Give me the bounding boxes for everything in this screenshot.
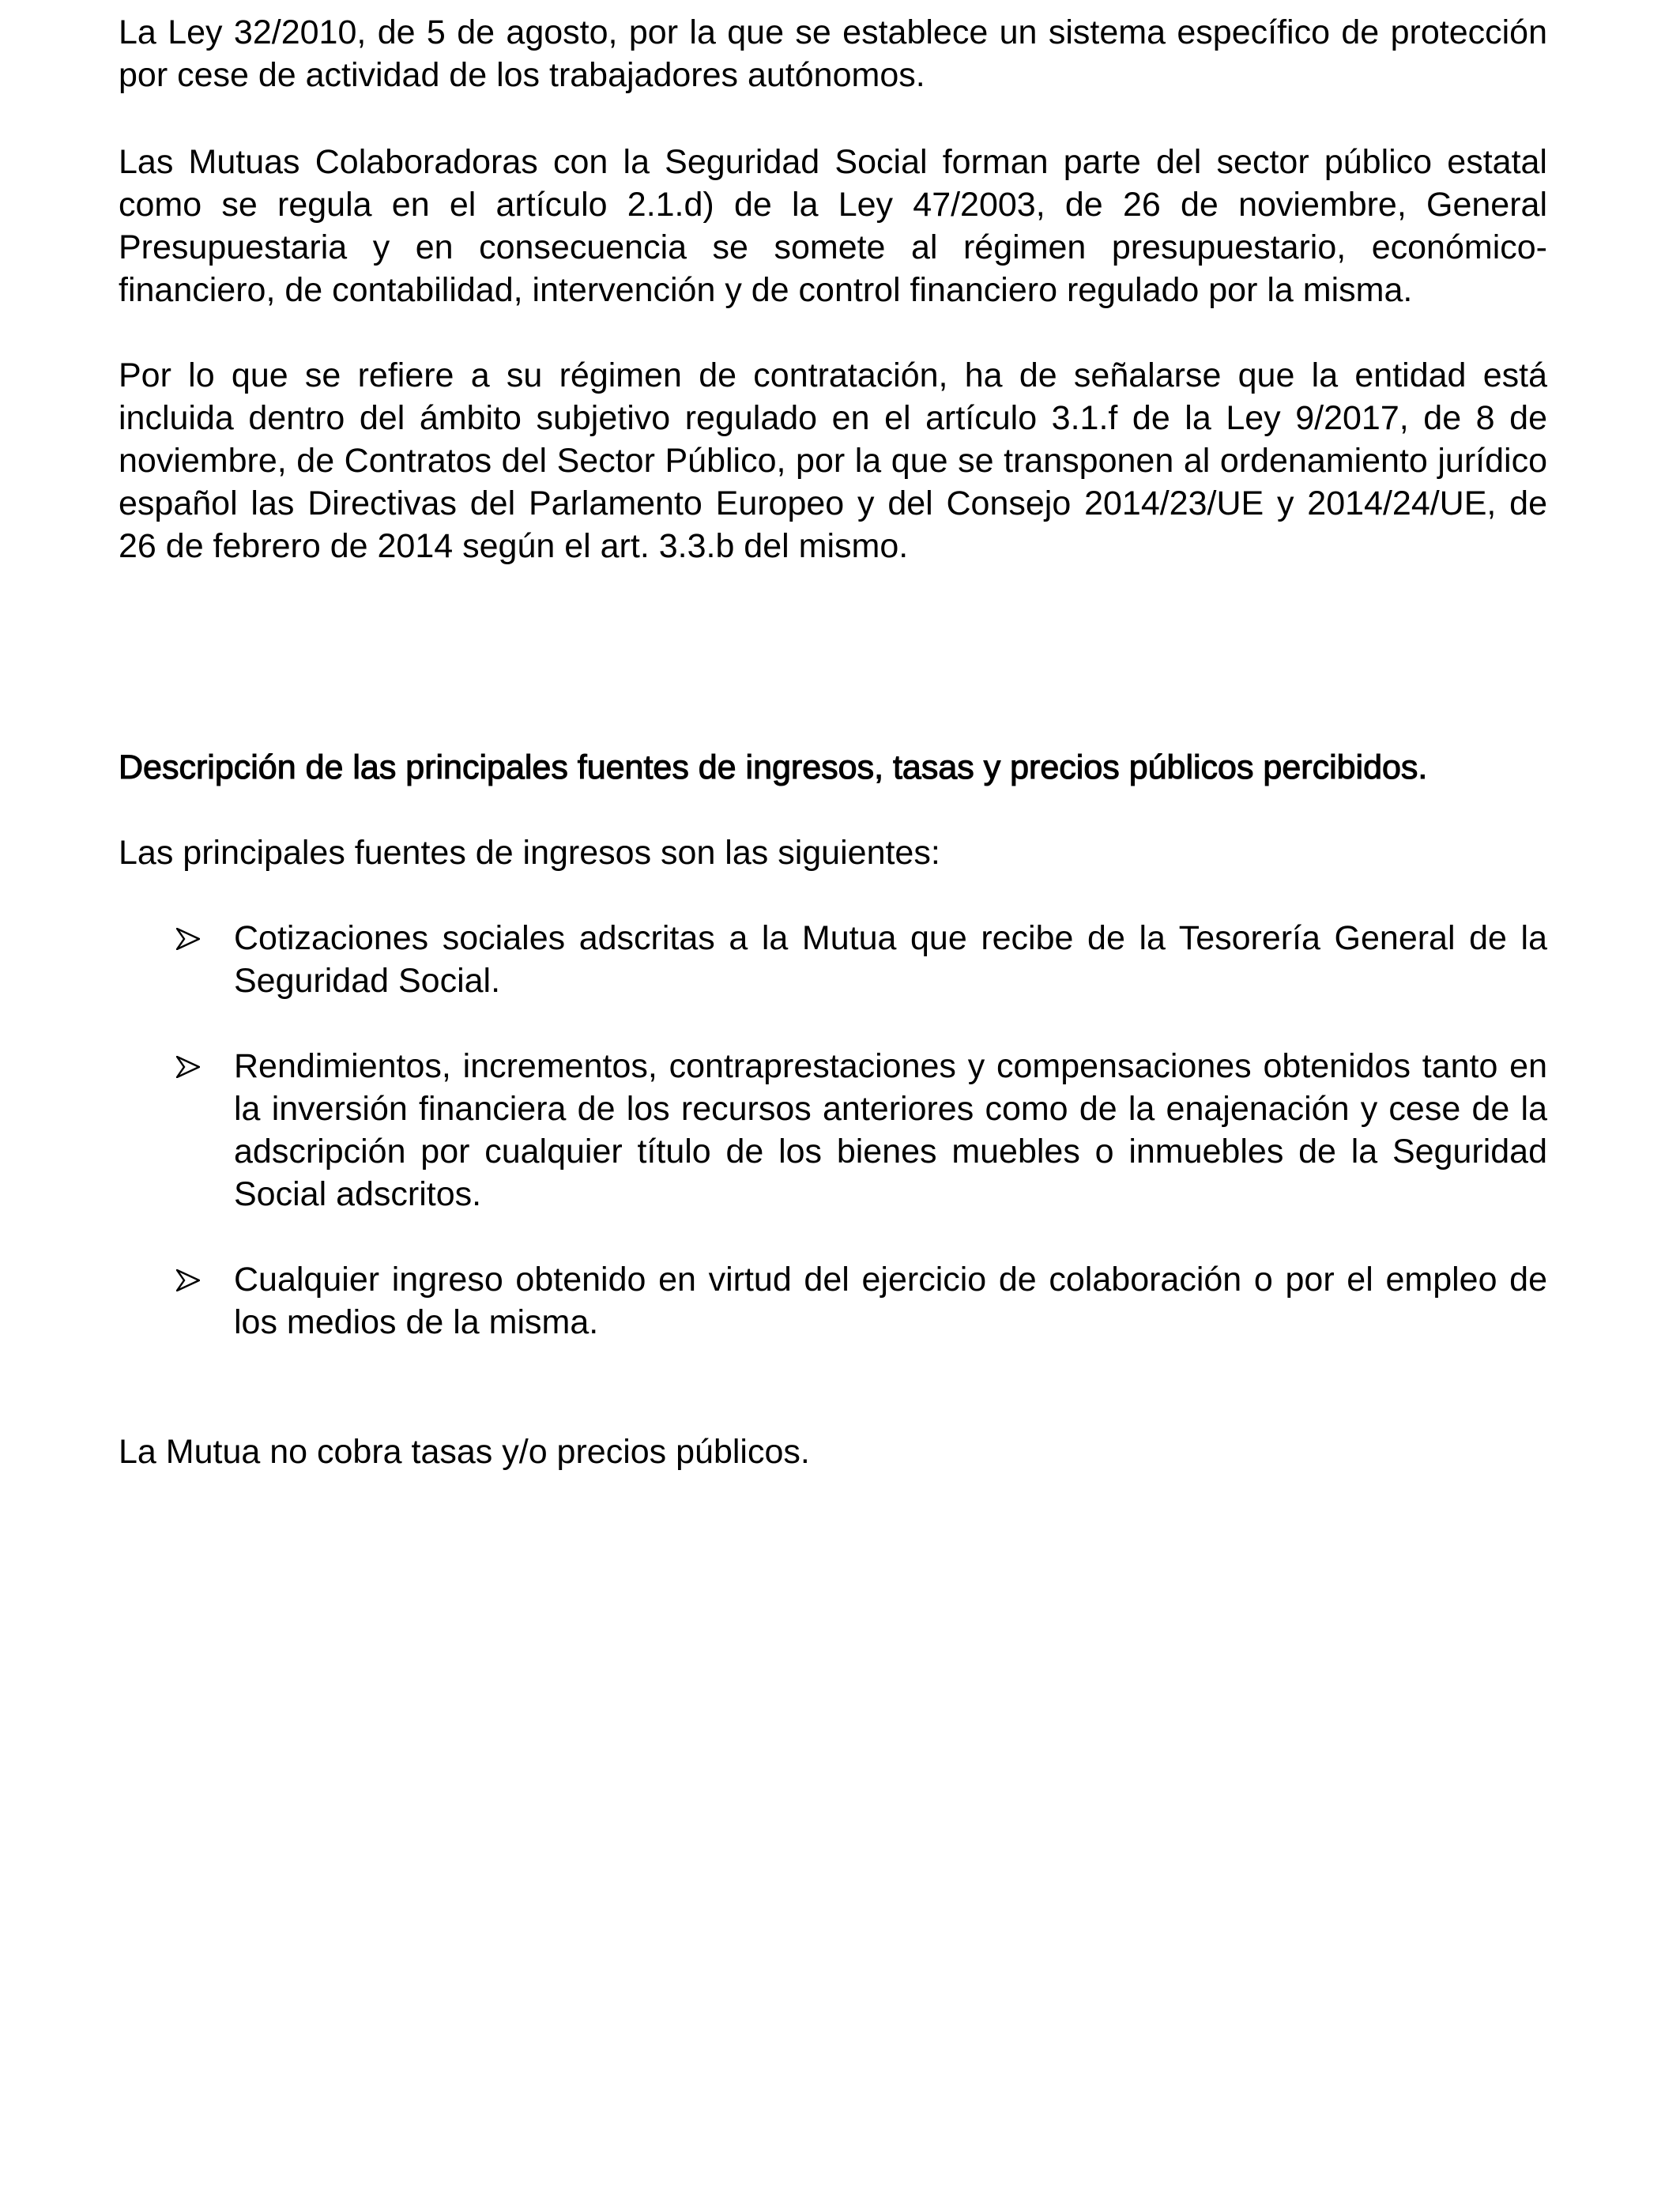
income-sources-list: [119, 917, 1547, 1344]
arrowhead-bullet-icon: [176, 928, 200, 950]
list-item-text: Cualquier ingreso obtenido en virtud del ejercicio de colaboración o por el empleo de los medios de la misma.: [234, 1261, 1547, 1341]
paragraph-mutuas-sector-publico: Las Mutuas Colaboradoras con la Seguridad Social forman parte del sector público estatal como se regula en el artículo 2.1.d) de la Ley 47/2003, de 26 de noviembre, General Presupuestaria y en consecuencia se somete al régimen presupuestario, económico-financiero, de contabilidad, intervención y de control financiero regulado por la misma.: [119, 143, 1547, 309]
closing-statement: La Mutua no cobra tasas y/o precios públicos.: [119, 1433, 810, 1471]
section-heading-fuentes-ingresos: Descripción de las principales fuentes de ingresos, tasas y precios públicos percibidos.: [119, 748, 1428, 786]
list-item-text: Cotizaciones sociales adscritas a la Mutua que recibe de la Tesorería General de la Seguridad Social.: [234, 919, 1547, 1000]
section-intro: Las principales fuentes de ingresos son las siguientes:: [119, 834, 940, 872]
paragraph-ley-32-2010: La Ley 32/2010, de 5 de agosto, por la que se establece un sistema específico de protección por cese de actividad de los trabajadores autónomos.: [119, 13, 1547, 94]
list-item: [119, 1045, 1547, 1216]
document-page: [119, 11, 1547, 1473]
list-item: [119, 917, 1547, 1002]
list-item: [119, 1258, 1547, 1344]
arrowhead-bullet-icon: [176, 1269, 200, 1291]
paragraph-regimen-contratacion: Por lo que se refiere a su régimen de contratación, ha de señalarse que la entidad está incluida dentro del ámbito subjetivo regulado en el artículo 3.1.f de la Ley 9/2017, de 8 de noviembre, de Contratos del Sector Público, por la que se transponen al ordenamiento jurídico español las Directivas del Parlamento Europeo y del Consejo 2014/23/UE y 2014/24/UE, de 26 de febrero de 2014 según el art. 3.3.b del mismo.: [119, 356, 1547, 565]
list-item-text: Rendimientos, incrementos, contraprestaciones y compensaciones obtenidos tanto en la inversión financiera de los recursos anteriores como de la enajenación y cese de la adscripción por cualquier título de los bienes muebles o inmuebles de la Seguridad Social adscritos.: [234, 1047, 1547, 1213]
arrowhead-bullet-icon: [176, 1056, 200, 1078]
